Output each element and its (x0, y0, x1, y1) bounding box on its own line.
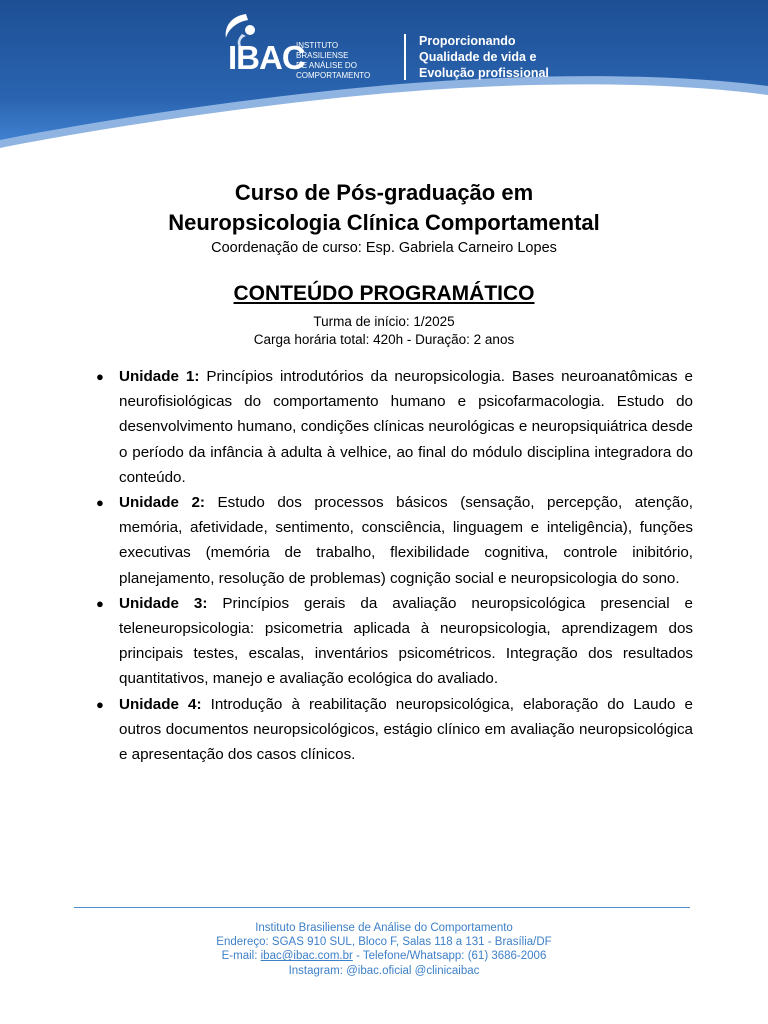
list-item (96, 692, 694, 768)
footer (0, 921, 768, 978)
footer-contact (0, 949, 768, 963)
footer-address: Endereço: SGAS 910 SUL, Bloco F, Salas 118 a 131 - Brasília/DF (216, 936, 552, 949)
unit-text: Princípios gerais da avaliação neuropsicológica presencial e teleneuropsicologia: psicometria aplicada à neuropsicologia, aprendizagem dos principais testes, escalas, inventários psicométricos. Integração dos resultados quantitativos, manejo e avaliação ecológica do avaliado. (119, 594, 693, 688)
list-item (96, 364, 693, 490)
list-item (96, 490, 693, 591)
logo-acronym: IBAC (228, 39, 305, 76)
program-workload: Carga horária total: 420h - Duração: 2 anos (253, 332, 515, 347)
unit-text: Princípios introdutórios da neuropsicologia. Bases neuroanatômicas e neurofisiológicas do comportamento humano e psicofarmacologia. Estudo do desenvolvimento humano, condições clínicas neurológicas e neuropsiquiátrica desde o período da infância à adulta à velhice, ao final do módulo disciplina integradora do conteúdo. (119, 368, 693, 486)
logo-name-line: INSTITUTO BRASILIENSE (296, 41, 349, 60)
course-title-line: Neuropsicologia Clínica Comportamental (168, 210, 600, 235)
bullet-icon: ● (96, 696, 104, 712)
footer-institute: Instituto Brasiliense de Análise do Comportamento (255, 922, 513, 934)
unit-text: Estudo dos processos básicos (sensação, percepção, atenção, memória, afetividade, sentimento, consciência, linguagem e inteligência), funções executivas (memória de trabalho, flexibilidade cognitiva, controle inibitório, planejamento, resolução de problemas) cognição social e neuropsicologia do sono. (119, 494, 693, 587)
logo-institute-name (296, 41, 392, 81)
program-meta (0, 313, 768, 349)
footer-phone: - Telefone/Whatsapp: (61) 3686-2006 (352, 950, 547, 963)
bullet-icon: ● (96, 369, 104, 384)
bullet-icon: ● (96, 595, 104, 611)
tagline-line: Proporcionando (419, 34, 516, 48)
program-heading: CONTEÚDO PROGRAMÁTICO (233, 282, 535, 305)
unit-label: Unidade 4: (119, 695, 202, 713)
tagline-line: Evolução profissional (419, 66, 549, 80)
logo-name-line: COMPORTAMENTO (296, 71, 371, 80)
program-start: Turma de início: 1/2025 (313, 314, 455, 329)
course-title-block (0, 178, 768, 257)
logo-divider (404, 34, 406, 80)
footer-email-link[interactable]: ibac@ibac.com.br (260, 950, 353, 963)
course-coordination: Coordenação de curso: Esp. Gabriela Carneiro Lopes (211, 240, 557, 256)
header-banner (0, 0, 768, 150)
unit-text: Introdução à reabilitação neuropsicológica, elaboração do Laudo e outros documentos neuropsicológicos, estágio clínico em avaliação neuropsicológica e apresentação dos casos clínicos. (119, 695, 694, 764)
course-title-line: Curso de Pós-graduação em (234, 180, 534, 205)
unit-label: Unidade 3: (119, 594, 208, 612)
footer-divider (74, 907, 690, 908)
unit-label: Unidade 1: (119, 368, 200, 385)
tagline (419, 33, 569, 81)
footer-email-prefix: E-mail: (221, 950, 261, 963)
tagline-line: Qualidade de vida e (419, 50, 537, 64)
logo-name-line: DE ANÁLISE DO (296, 61, 357, 70)
unit-label: Unidade 2: (119, 494, 205, 512)
bullet-icon: ● (96, 495, 104, 511)
footer-instagram: Instagram: @ibac.oficial @clinicaibac (288, 964, 480, 977)
ibac-logo (214, 10, 554, 80)
list-item (96, 591, 693, 692)
course-title (0, 178, 768, 238)
units-list (96, 364, 694, 767)
